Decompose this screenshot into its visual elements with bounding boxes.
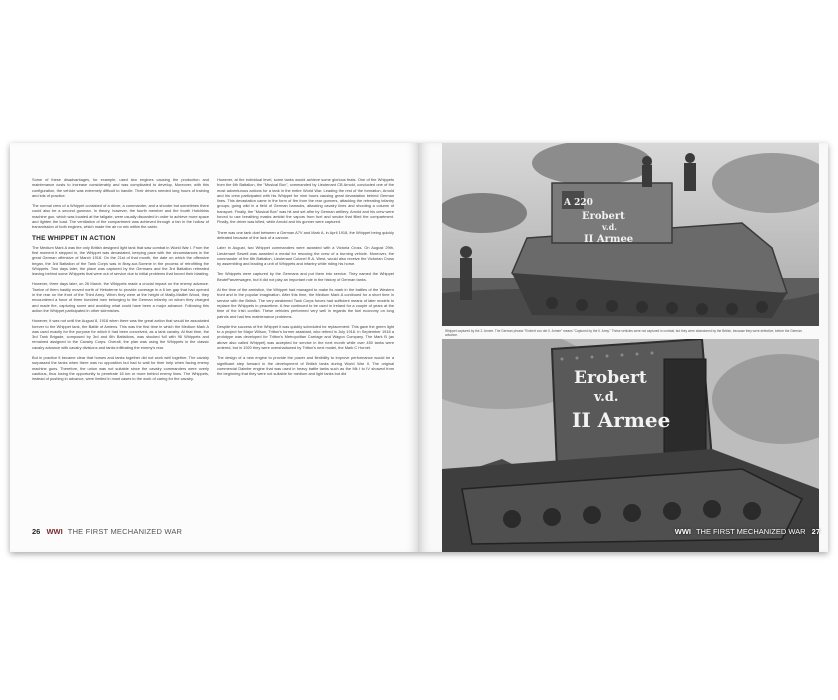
- left-page-footer: [32, 527, 182, 536]
- paragraph: Despite the success of the Whippet it was quickly scheduled for replacement. This gave the green light to a project for Major Wilson, Tritton's former assistant, who retired in July 1918. In September 1918 a prototype was developed for Tritton's Metropolitan Carriage and Wagon Company. The Mark B (as above also called Whippet) was accepted for service in the next month while over 450 tanks were ordered, but in 1920 they were overshadowed by Tritton's next model, the Mark C Hornet.: [217, 323, 394, 351]
- book-spread: [10, 143, 828, 552]
- tank-marking-erobert: Erobert: [582, 211, 625, 222]
- paragraph: At the time of the armistice, the Whippet had managed to make its mark in the battles of the Western front and in the popular imagination. After this time, the Medium Mark A continued for a short time in service with the British. The very weakened Tank Corps forces had sufficient means of later models to replace the Whippets in peacetime. A few continued to be used in Ireland for a couple of years at the time of the Irish conflict. These vehicles performed very well in regards the fuel economy on long patrols and had few maintenance problems.: [217, 287, 394, 319]
- running-head-title: THE FIRST MECHANIZED WAR: [67, 527, 183, 536]
- page-number: 26: [32, 527, 41, 536]
- paragraph: Some of these disadvantages, for example, used two engines causing the production and maintenance costs to increase considerably and was complicated to develop. Moreover, with this configuration, the vehicle was extremely difficult to handle. Their drivers needed long hours of training and lots of practice.: [32, 177, 209, 198]
- photo-caption: Whippet captured by the 2. Armee. The German phrase "Erobert von der II. Armee" means "Captured by the II. Army." These vehicles were not captured in combat, but they were abandoned by the British, because they were defective, before the German advance.: [445, 329, 802, 337]
- tank-photo-bottom: [442, 339, 819, 552]
- running-head-title: THE FIRST MECHANIZED WAR: [695, 527, 806, 536]
- right-page: [419, 143, 828, 552]
- left-page: [10, 143, 419, 552]
- tank-marking-armee: II Armee: [572, 408, 671, 432]
- paragraph: There was one tank duel between a German A7V and Mark A, in April 1918, the Whippet being quickly defeated because of the lack of a cannon.: [217, 229, 394, 240]
- tank-marking-number: A 220: [564, 198, 593, 208]
- page-number: 27: [811, 527, 820, 536]
- tank-marking-armee: II Armee: [584, 234, 634, 245]
- paragraph: The design of a new engine to provide the power and flexibility to improve performance would be a significant step forward in the development of British tanks during World War II. The original commercial Daimler engine that was used in heavy battle tanks such as the Mk I to IV showed from the beginning that they were not suitable for medium and light tanks but did: [217, 355, 394, 377]
- paragraph: Later in August, two Whippet commanders were awarded with a Victoria Cross. On August 29th, Lieutenant Sewell was awarded a medal for rescuing the crew of a burning vehicle. Moreover, the commander of the 6th Battalion, Lieutenant Colonel R.A. West, would also receive the Victorian Cross by assembling and leading a unit of Whippets and infantry while riding his horse.: [217, 245, 394, 267]
- paragraph: However, it was not until the August 8, 1918 when there was the great action that would be associated forever to the Whippet tank, the Battle of Amiens. This was the first time in which the Medium Mark A was used exactly for the purpose for which it had been conceived, as a tank cavalry. At that time, the 3rd Tank Brigade, composed by 3rd and 6th Battalions, was stocked full with 96 Whippets and remained assigned to the Cavalry Corps. Overall, the plan was using the Whippets in the classic cavalry advance with cavalry divisions and tanks infiltrating the enemy's rear.: [32, 318, 209, 350]
- paragraph: However, at the individual level, some tanks would achieve some glorious feats. One of the Whippets from the 6th Battalion, the "Musical Box", commanded by Lieutenant CB Arnold, conducted one of the most adventurous actions for a tank in the entire World War. Leading the rest of the formation, Arnold and his crew participated with his Whippet for nine hours causing great devastation behind German lines. This devastation came in the form of fire from the rear gunners, attacking the retreating infantry groups, going wild in a field of German barracks, attacking cavalry lines and shooting a column of transport. Finally, the "Musical Box" was hit and set afire by German artillery. Arnold and his crew were forced to use breathing masks amidst the vapors from fuel and smoke that filled the compartment. Finally, the driver was killed, while Arnold and his gunner were captured.: [217, 177, 394, 225]
- paragraph: But in practice it became clear that horses and tanks together did not work well together. The cavalry surpassed the tanks when there was no opposition but had to wait for their help when facing enemy machine guns. Therefore, the union was not suitable since the cavalry commanders were overly cautious, thus losing the opportunity to penetrate 16 km or more behind enemy lines. The Whippets, instead of pushing in advance, were limited in most cases to the work of caring for the cavalry.: [32, 355, 209, 382]
- right-text-column: [217, 177, 394, 382]
- paragraph: The normal crew of a Whippet consisted of a driver, a commander, and a shooter but sometimes there could also be a second gunman. In theory, however, the fourth member and the fourth Hotchkiss machine gun, which was located at the tailgate, were usually discarded in order to achieve more space and lighten the load. The ventilation of the compartment was achieved through a fan in the hollow of transmission of both engines, which made the air no mix within the cabin.: [32, 203, 209, 230]
- tank-photo-top: [442, 143, 819, 326]
- running-head-wwi: WWI: [46, 527, 63, 536]
- running-head-wwi: WWI: [674, 527, 692, 536]
- tank-marking-vd: v.d.: [602, 222, 618, 232]
- paragraph: Ten Whippets were captured by the Germans and put them into service. They named the Whippet BeutePanzerwagen, but it did not play an important role in the history of German tanks.: [217, 271, 394, 282]
- paragraph: The Medium Mark A was the only British designed light tank that saw combat in World War I. From the first moment it stepped in, the Whippet was devastated, keeping pace with the circumstances in the great German offensive of March 1918. On the 21st of that month, the date on which the offensive began, the 3rd Battalion of the Tank Corps was in Bray-sur-Somme in the process of retrofitting the Whippets. Two days later, the place was captured by the Germans and the 3rd Battalion retreated leaving behind some Whippets that were out of service due to initial problems that forced their blasting.: [32, 244, 209, 277]
- tank-marking-vd: v.d.: [594, 390, 619, 405]
- tank-marking-erobert: Erobert: [574, 368, 647, 388]
- left-text-column: [32, 177, 209, 387]
- section-heading: THE WHIPPET IN ACTION: [32, 234, 116, 242]
- paragraph: However, three days later, on 26 March, the Whippets made a crucial impact on the enemy advance. Twelve of them hastily moved north of Hebuterne to provide coverage in a 6 km gap that had opened in the rear on the front of the Third Army. When they were at the height of Mailly-Maillet Wood, they encountered a force of three hundred men belonging to the German infantry on whom they charged and made fire, capturing some and avoiding what could have been a major advance. Following this action the Whippet participated in other skirmishes.: [32, 281, 209, 313]
- right-page-footer: [675, 527, 820, 536]
